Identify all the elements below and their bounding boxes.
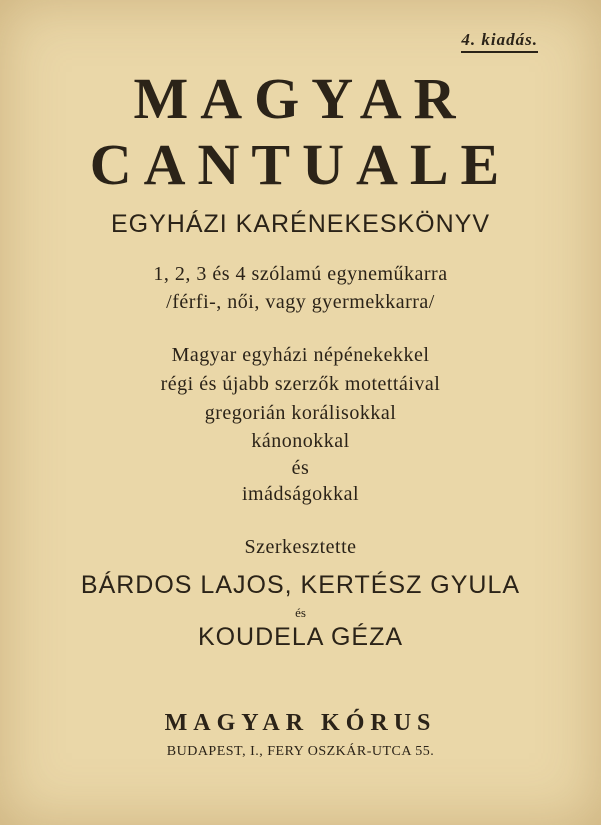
title-line-1: MAGYAR: [133, 66, 468, 131]
edited-by-label: Szerkesztette: [244, 536, 357, 558]
contents-line: imádságokkal: [241, 483, 360, 505]
editors-conjunction: és: [295, 605, 306, 620]
contents-line: Magyar egyházi népénekekkel: [171, 344, 430, 366]
voices-line-2: /férfi-, női, vagy gyermekkarra/: [166, 291, 435, 313]
contents-line: gregorián korálisokkal: [204, 402, 397, 424]
editors-line-2: KOUDELA GÉZA: [197, 623, 404, 651]
subtitle: EGYHÁZI KARÉNEKESKÖNYV: [110, 210, 491, 238]
publisher-address: BUDAPEST, I., FERY OSZKÁR-UTCA 55.: [166, 744, 435, 759]
publisher-name: MAGYAR KÓRUS: [164, 710, 437, 736]
contents-line: és: [291, 457, 310, 479]
contents-line: régi és újabb szerzők motettáival: [160, 373, 441, 395]
voices-line-1: 1, 2, 3 és 4 szólamú egyneműkarra: [153, 263, 448, 285]
editors-line-1: BÁRDOS LAJOS, KERTÉSZ GYULA: [80, 571, 521, 599]
edition-label: 4. kiadás.: [461, 30, 538, 53]
title-line-2: CANTUALE: [89, 132, 512, 197]
contents-line: kánonokkal: [251, 430, 350, 452]
